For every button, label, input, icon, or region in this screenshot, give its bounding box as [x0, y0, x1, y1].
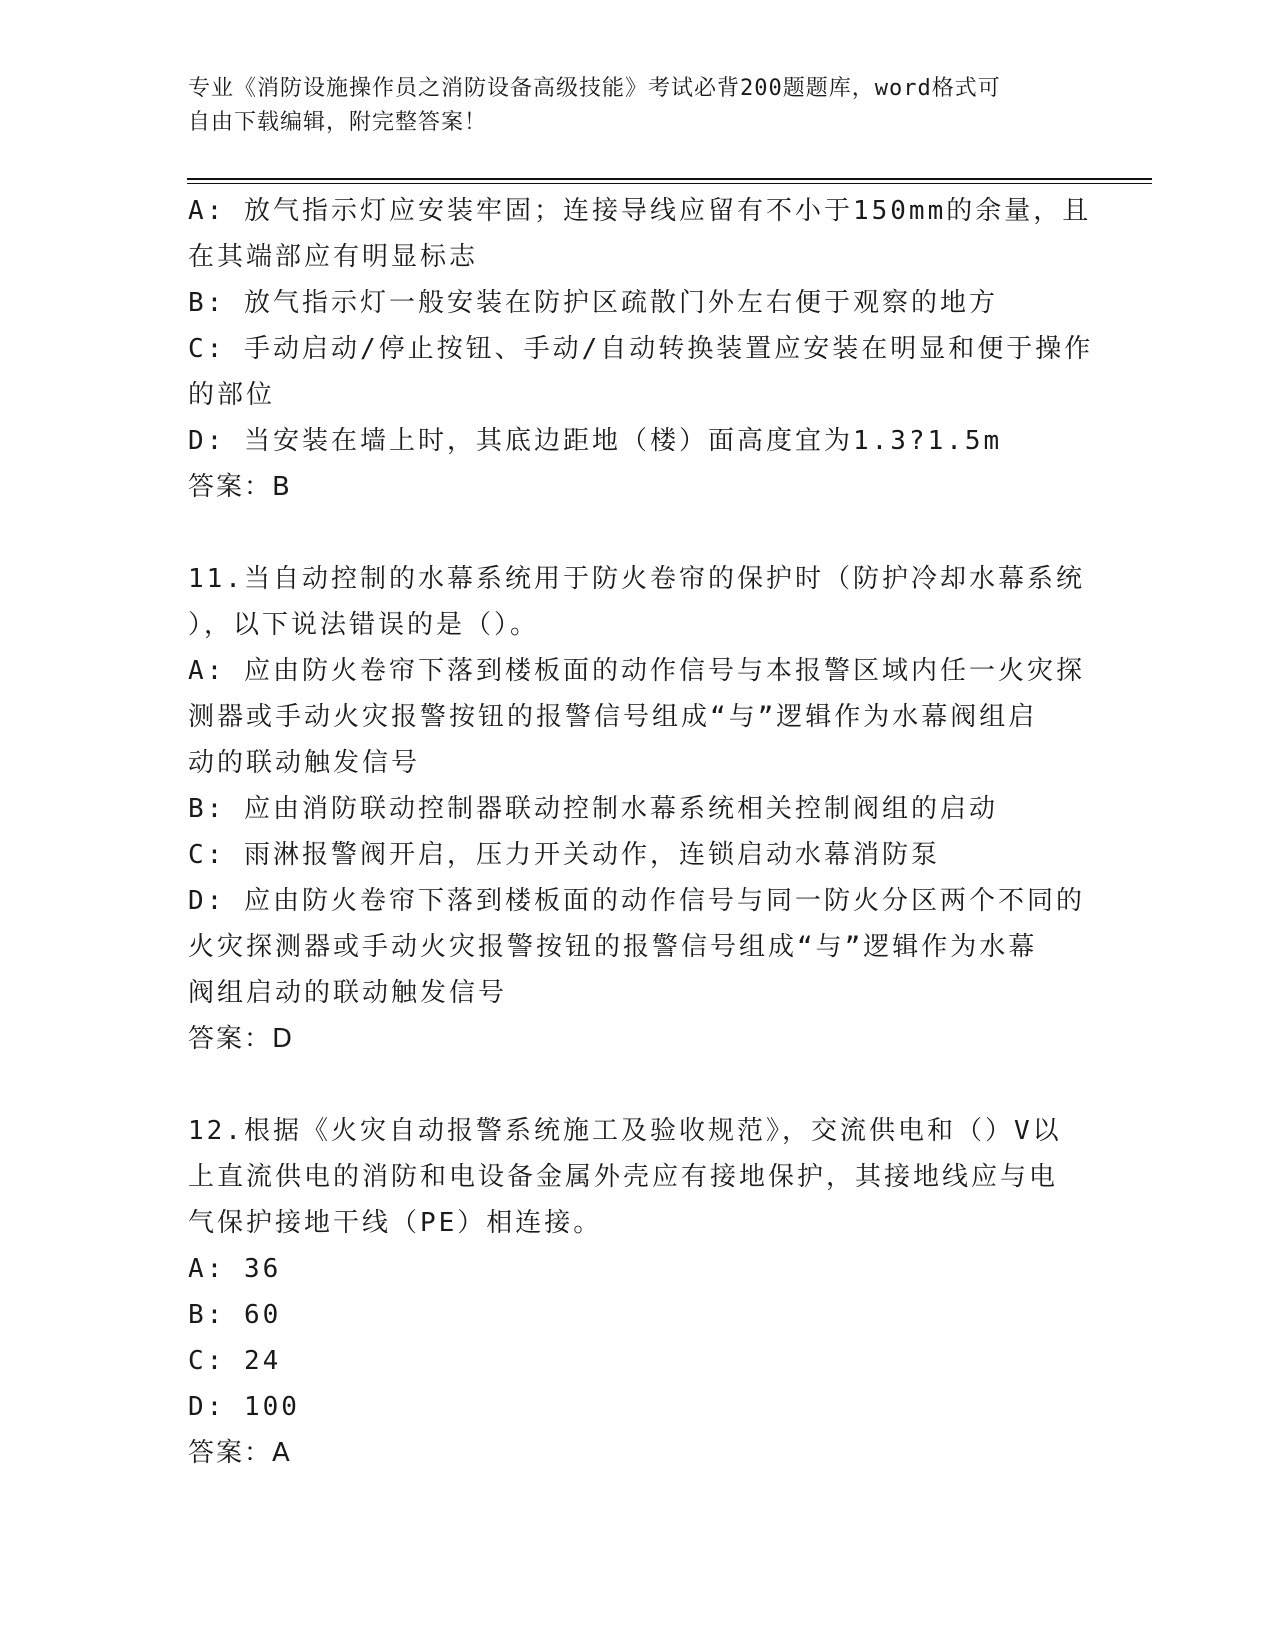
- question-stem: 12.根据《火灾自动报警系统施工及验收规范》，交流供电和（）V以: [188, 1116, 1062, 1146]
- question-stem-continued: ），以下说法错误的是（）。: [188, 610, 540, 640]
- question-stem-continued: 气保护接地干线（PE）相连接。: [188, 1208, 603, 1238]
- question-12: [188, 1108, 1088, 1476]
- question-stem: 11.当自动控制的水幕系统用于防火卷帘的保护时（防护冷却水幕系统: [188, 564, 1085, 594]
- answer-label: 答案：B: [188, 472, 292, 502]
- option-a: A: 36: [188, 1254, 282, 1284]
- option-d-continued: 火灾探测器或手动火灾报警按钮的报警信号组成“与”逻辑作为水幕: [188, 932, 1038, 962]
- question-11: [188, 556, 1088, 1062]
- option-b: B: 应由消防联动控制器联动控制水幕系统相关控制阀组的启动: [188, 794, 998, 824]
- option-d: D: 当安装在墙上时，其底边距地（楼）面高度宜为1.3?1.5m: [188, 426, 1003, 456]
- header-divider-thick: [187, 178, 1152, 180]
- answer-label: 答案：A: [188, 1438, 292, 1468]
- question-list: [188, 188, 1094, 1476]
- header-divider-thin: [187, 183, 1152, 184]
- spacer: [188, 510, 1088, 556]
- option-c: C: 雨淋报警阀开启，压力开关动作，连锁启动水幕消防泵: [188, 840, 940, 870]
- header-line-1: 专业《消防设施操作员之消防设备高级技能》考试必背200题题库，word格式可: [188, 76, 1001, 101]
- spacer: [188, 1062, 1088, 1108]
- option-d: D: 应由防火卷帘下落到楼板面的动作信号与同一防火分区两个不同的: [188, 886, 1085, 916]
- header-line-2: 自由下载编辑，附完整答案！: [188, 110, 488, 135]
- option-a: A: 放气指示灯应安装牢固；连接导线应留有不小于150mm的余量，且: [188, 196, 1092, 226]
- option-c: C: 手动启动/停止按钮、手动/自动转换装置应安装在明显和便于操作: [188, 334, 1094, 364]
- option-a-continued: 动的联动触发信号: [188, 748, 421, 778]
- option-c-continued: 的部位: [188, 380, 276, 410]
- question-10: [188, 188, 1094, 510]
- option-d-continued: 阀组启动的联动触发信号: [188, 978, 508, 1008]
- answer-label: 答案：D: [188, 1024, 295, 1054]
- option-c: C: 24: [188, 1346, 282, 1376]
- question-stem-continued: 上直流供电的消防和电设备金属外壳应有接地保护，其接地线应与电: [188, 1162, 1059, 1192]
- option-b: B: 60: [188, 1300, 282, 1330]
- option-d: D: 100: [188, 1392, 300, 1422]
- option-a-continued: 在其端部应有明显标志: [188, 242, 479, 272]
- document-header: [188, 72, 1068, 140]
- option-a-continued: 测器或手动火灾报警按钮的报警信号组成“与”逻辑作为水幕阀组启: [188, 702, 1038, 732]
- option-b: B: 放气指示灯一般安装在防护区疏散门外左右便于观察的地方: [188, 288, 998, 318]
- option-a: A: 应由防火卷帘下落到楼板面的动作信号与本报警区域内任一火灾探: [188, 656, 1085, 686]
